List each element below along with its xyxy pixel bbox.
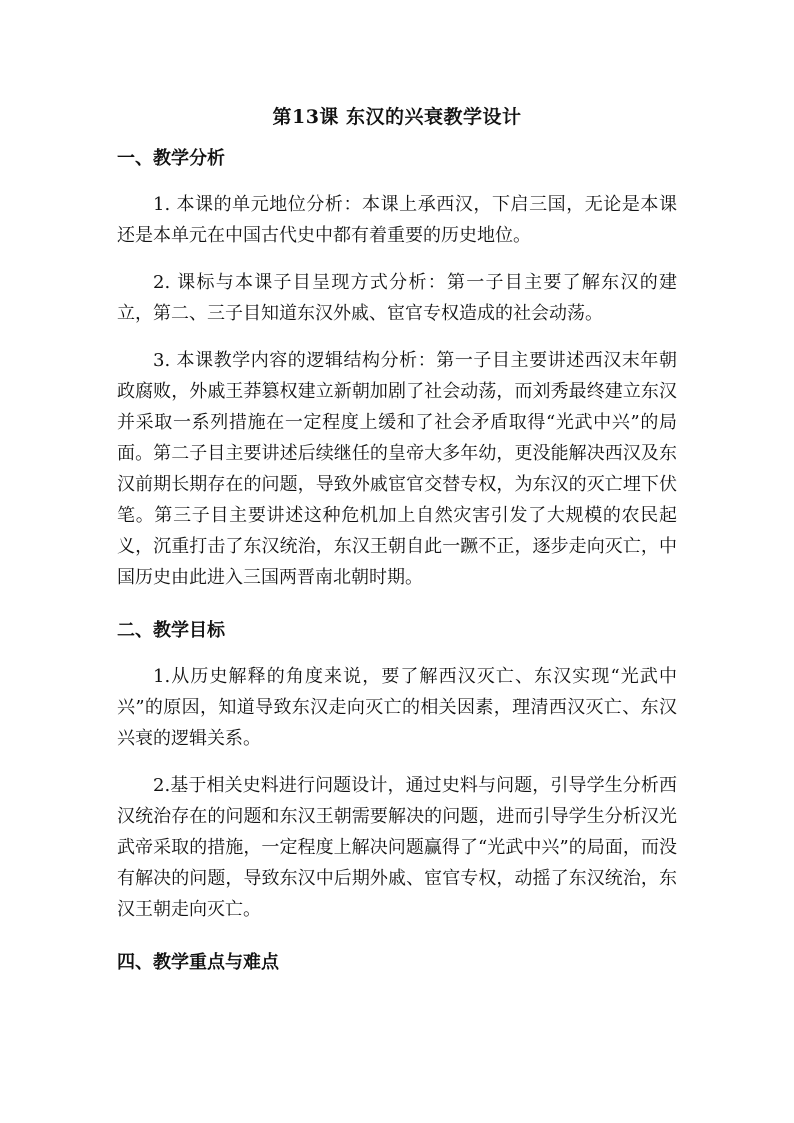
- paragraph: 1.从历史解释的角度来说，要了解西汉灭亡、东汉实现“光武中兴”的原因，知道导致东汉走向灭亡的相关因素，理清西汉灭亡、东汉兴衰的逻辑关系。: [117, 666, 677, 749]
- paragraph: 2.基于相关史料进行问题设计，通过史料与问题，引导学生分析西汉统治存在的问题和东汉王朝需要解决的问题，进而引导学生分析汉光武帝采取的措施，一定程度上解决问题赢得了“光武中兴”的局面，而没有解决的问题，导致东汉中后期外戚、宦官专权，动摇了东汉统治，东汉王朝走向灭亡。: [117, 775, 677, 920]
- section-key-points: [117, 949, 677, 977]
- section-heading: 四、教学重点与难点: [117, 952, 279, 973]
- document-title: 第13课 东汉的兴衰教学设计: [272, 106, 522, 128]
- section-heading: 一、教学分析: [117, 148, 225, 169]
- paragraph: 2. 课标与本课子目呈现方式分析：第一子目主要了解东汉的建立，第二、三子目知道东汉外戚、宦官专权造成的社会动荡。: [117, 272, 677, 324]
- paragraph: 1. 本课的单元地位分析：本课上承西汉，下启三国，无论是本课还是本单元在中国古代史中都有着重要的历史地位。: [117, 194, 677, 246]
- section-teaching-analysis: [117, 145, 677, 593]
- paragraph: 3. 本课教学内容的逻辑结构分析：第一子目主要讲述西汉末年朝政腐败，外戚王莽篡权建立新朝加剧了社会动荡，而刘秀最终建立东汉并采取一系列措施在一定程度上缓和了社会矛盾取得“光武中兴”的局面。第二子目主要讲述后续继任的皇帝大多年幼，更没能解决西汉及东汉前期长期存在的问题，导致外戚宦官交替专权，为东汉的灭亡埋下伏笔。第三子目主要讲述这种危机加上自然灾害引发了大规模的农民起义，沉重打击了东汉统治，东汉王朝自此一蹶不正，逐步走向灭亡，中国历史由此进入三国两晋南北朝时期。: [117, 350, 677, 588]
- section-heading: 二、教学目标: [117, 620, 225, 641]
- section-teaching-goals: [117, 617, 677, 925]
